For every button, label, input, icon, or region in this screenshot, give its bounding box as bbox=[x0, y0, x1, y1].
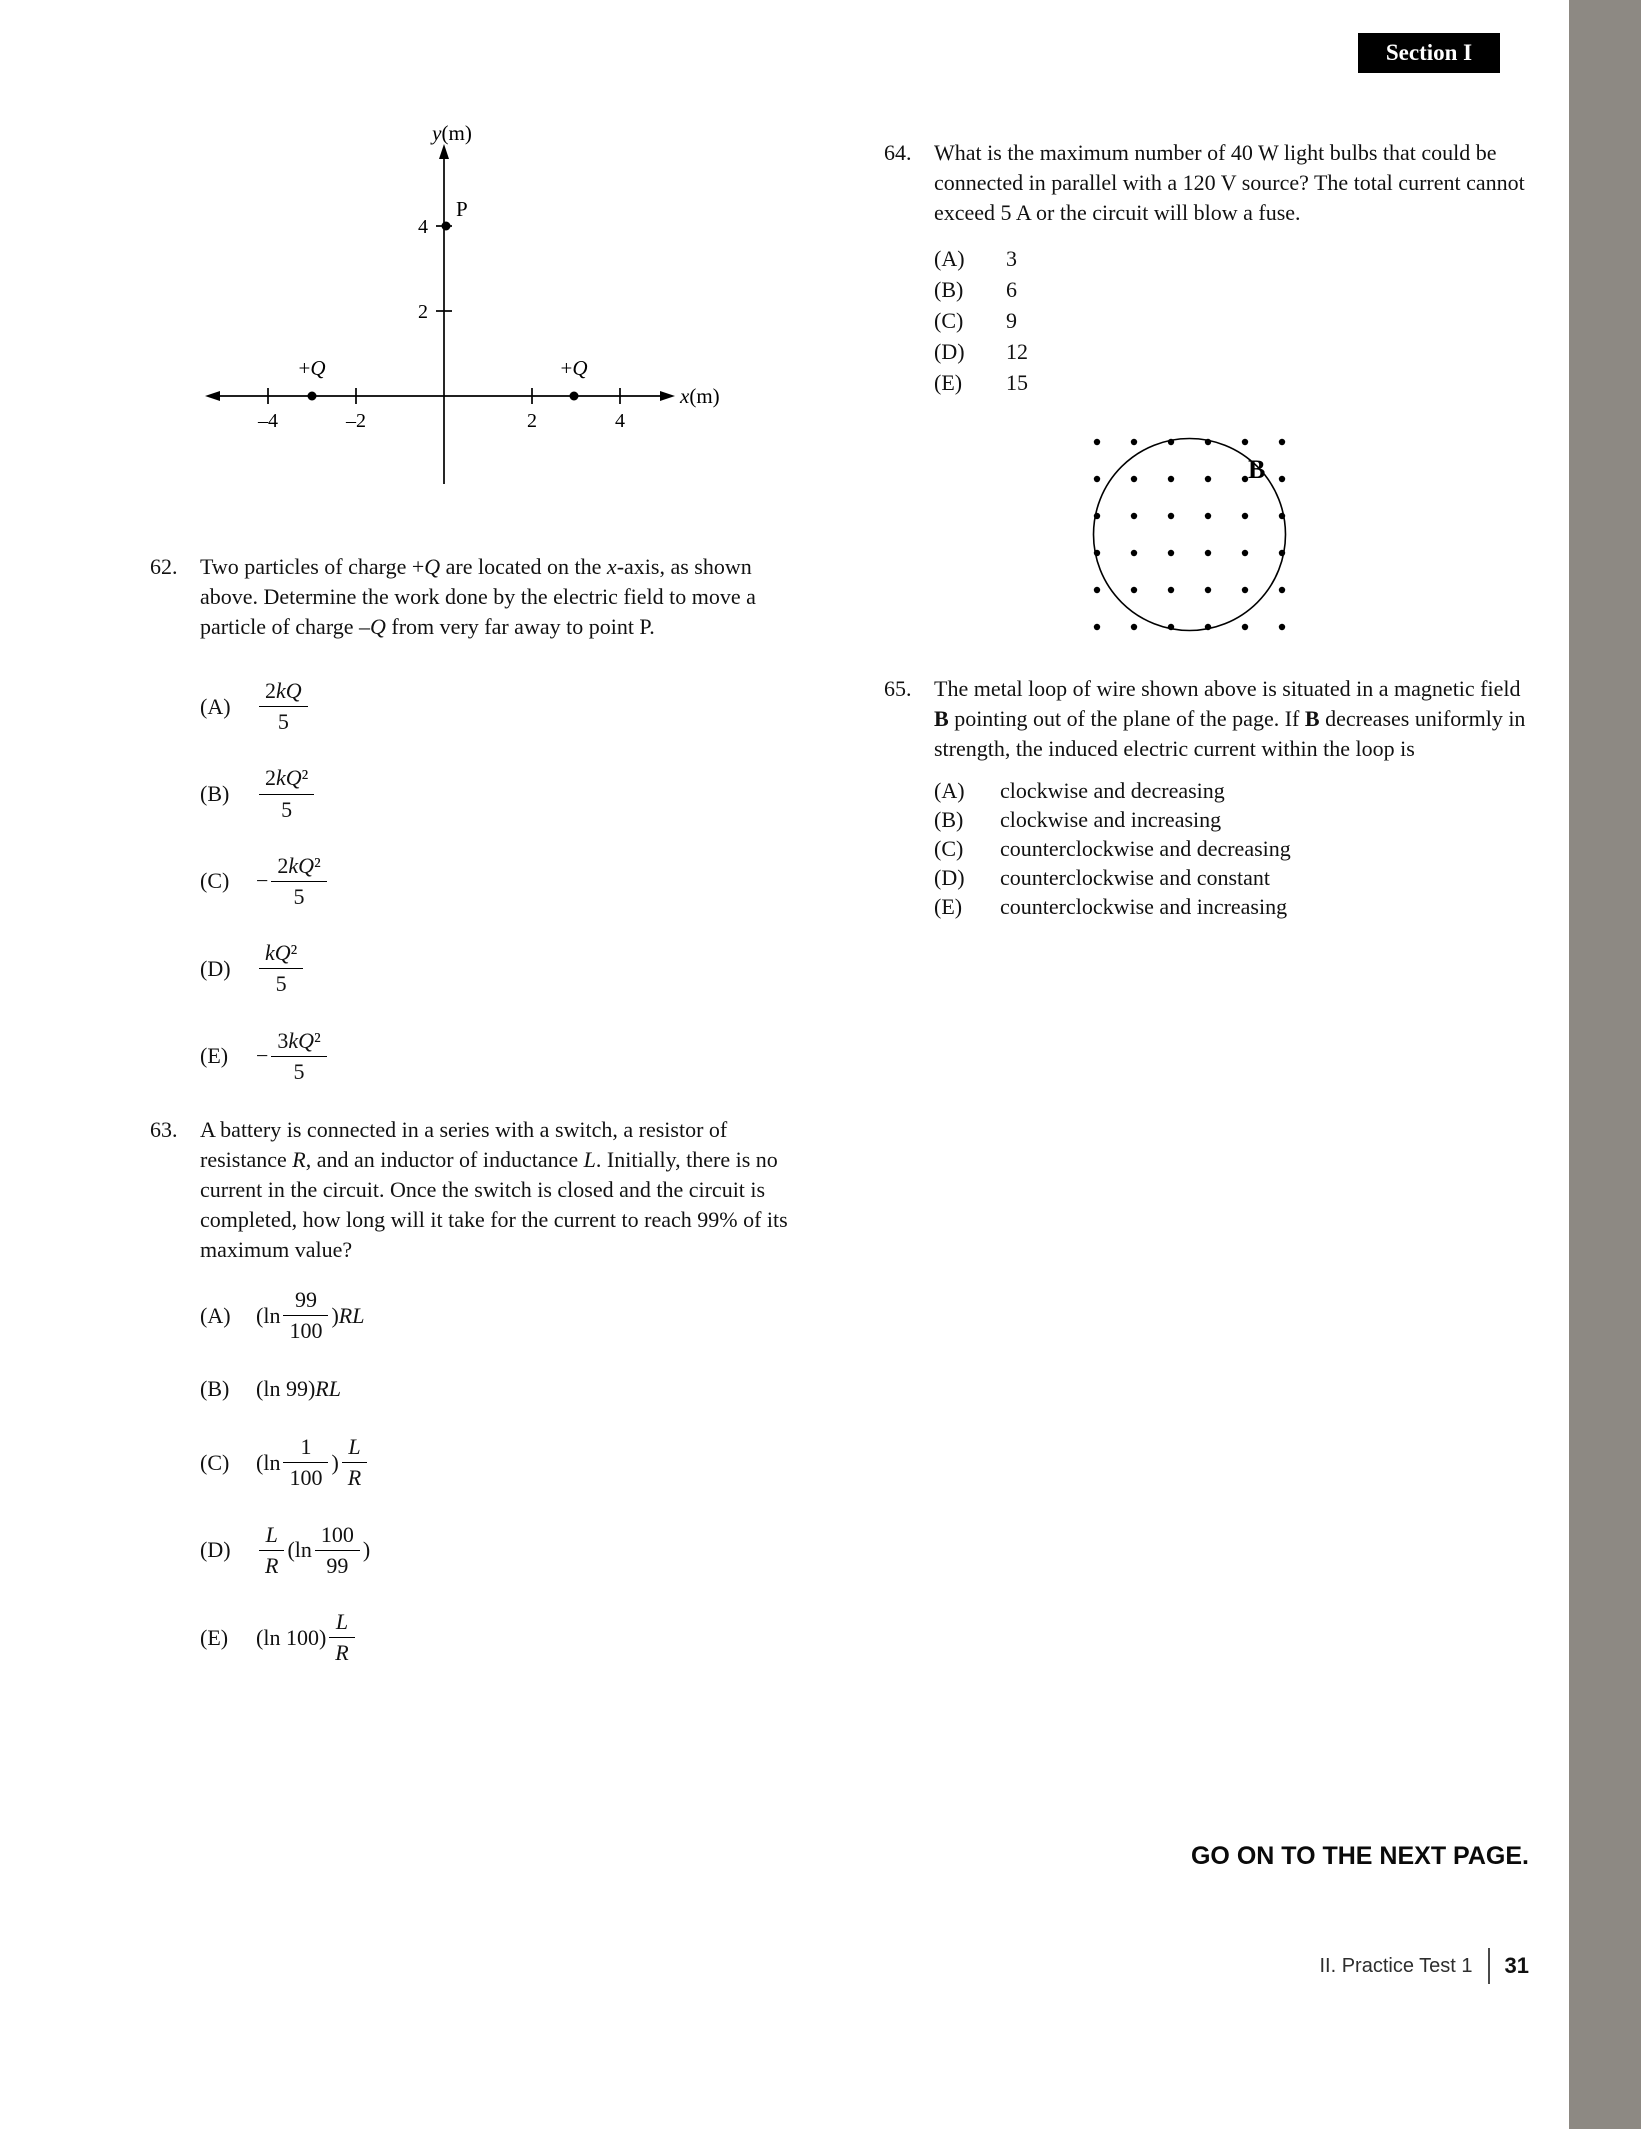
q64-choice-b bbox=[934, 277, 1529, 303]
q63-choice-e bbox=[200, 1609, 815, 1666]
choice-label: (E) bbox=[934, 894, 963, 919]
section-badge: Section I bbox=[1358, 33, 1500, 73]
q62-choice-e bbox=[200, 1028, 815, 1085]
charge-left-label: +Q bbox=[298, 356, 326, 380]
q64-choice-a bbox=[934, 246, 1529, 272]
point-p-label: P bbox=[456, 197, 468, 221]
q65-choice-b bbox=[934, 807, 1529, 833]
x-axis-label: x(m) bbox=[680, 384, 720, 408]
choice-label: (E) bbox=[200, 1624, 229, 1650]
page-number: 31 bbox=[1504, 1953, 1529, 1978]
choice-label: (B) bbox=[200, 781, 230, 807]
question-65-choices bbox=[934, 778, 1529, 920]
footer-label: II. Practice Test 1 bbox=[1319, 1954, 1473, 1977]
choice-value: clockwise and increasing bbox=[1000, 807, 1222, 832]
x-tick-label-plus4: 4 bbox=[615, 410, 625, 432]
q62-choice-a bbox=[200, 678, 815, 735]
question-63-text: A battery is connected in a series with a switch, a resistor of resistance R, and an inductor of inductance L. Initially, there is no current in the circuit. Once the switch is closed and the circuit is completed, how long will it take for the current to reach 99% of its maximum value? bbox=[200, 1116, 788, 1262]
question-62-number: 62. bbox=[150, 554, 178, 579]
point-p-dot bbox=[442, 222, 451, 231]
q64-choice-d bbox=[934, 339, 1529, 365]
choice-label: (C) bbox=[200, 1449, 230, 1475]
question-64 bbox=[884, 138, 1529, 396]
charge-position-graph bbox=[150, 122, 750, 510]
magnetic-field-diagram bbox=[1072, 420, 1312, 650]
choice-math: $\frac{L}{R}$ (ln $\frac{100}{99}$ ) bbox=[256, 1522, 370, 1579]
field-svg bbox=[1072, 420, 1312, 650]
q63-choice-c bbox=[200, 1434, 815, 1491]
question-65-text: The metal loop of wire shown above is situated in a magnetic field B pointing out of the plane of the page. If B decreases uniformly in strength, the induced electric current within the loop is bbox=[934, 676, 1526, 761]
q65-choice-c bbox=[934, 836, 1529, 862]
question-65-number: 65. bbox=[884, 676, 912, 701]
question-63-choices bbox=[200, 1287, 815, 1667]
q63-choice-d bbox=[200, 1522, 815, 1579]
choice-value: counterclockwise and increasing bbox=[1000, 894, 1288, 919]
y-tick-label-4: 4 bbox=[418, 216, 428, 238]
choice-label: (E) bbox=[200, 1043, 229, 1069]
left-column bbox=[150, 122, 815, 1696]
charge-right-label: +Q bbox=[560, 356, 588, 380]
choice-label: (C) bbox=[934, 308, 964, 333]
q65-choice-d bbox=[934, 865, 1529, 891]
question-64-number: 64. bbox=[884, 140, 912, 165]
choice-label: (E) bbox=[934, 370, 963, 395]
q64-choice-c bbox=[934, 308, 1529, 334]
charge-left-dot bbox=[308, 392, 317, 401]
x-tick-label-minus4: –4 bbox=[258, 410, 278, 432]
question-64-text: What is the maximum number of 40 W light bulbs that could be connected in parallel with a 120 V source? The total current cannot exceed 5 A or the circuit will blow a fuse. bbox=[934, 140, 1525, 225]
question-64-choices bbox=[934, 246, 1529, 396]
q64-choice-e bbox=[934, 370, 1529, 396]
question-62-text: Two particles of charge +Q are located on the x-axis, as shown above. Determine the work done by the electric field to move a particle of charge –Q from very far away to point P. bbox=[200, 554, 756, 639]
q65-choice-a bbox=[934, 778, 1529, 804]
y-axis-arrow-icon bbox=[439, 144, 449, 159]
choice-value: clockwise and decreasing bbox=[1000, 778, 1225, 803]
q62-choice-c bbox=[200, 853, 815, 910]
graph-svg bbox=[150, 122, 750, 510]
y-axis-label: y(m) bbox=[432, 122, 472, 145]
choice-label: (D) bbox=[934, 865, 965, 890]
choice-value: counterclockwise and constant bbox=[1000, 865, 1271, 890]
question-62 bbox=[150, 552, 815, 1085]
choice-label: (D) bbox=[934, 339, 965, 364]
x-axis-right-arrow-icon bbox=[660, 391, 675, 401]
choice-label: (D) bbox=[200, 955, 231, 981]
q62-choice-d bbox=[200, 940, 815, 997]
choice-math: − $\frac{\text{3kQ²}}{5}$ bbox=[256, 1028, 330, 1085]
choice-label: (A) bbox=[200, 693, 231, 719]
choice-label: (B) bbox=[200, 1376, 230, 1402]
x-tick-label-minus2: –2 bbox=[346, 410, 366, 432]
go-on-instruction: GO ON TO THE NEXT PAGE. bbox=[1190, 1842, 1529, 1870]
choice-math: (ln 99) RL bbox=[256, 1376, 341, 1402]
choice-label: (A) bbox=[200, 1302, 231, 1328]
choice-value: 15 bbox=[1006, 370, 1028, 395]
footer-divider bbox=[1488, 1948, 1490, 1984]
x-tick-label-plus2: 2 bbox=[527, 410, 537, 432]
choice-value: counterclockwise and decreasing bbox=[1000, 836, 1291, 861]
choice-math: (ln $\frac{1}{100}$ ) $\frac{L}{R}$ bbox=[256, 1434, 370, 1491]
question-62-choices bbox=[200, 678, 815, 1085]
choice-value: 9 bbox=[1006, 308, 1017, 333]
page-edge-strip bbox=[1569, 0, 1641, 2129]
right-column bbox=[884, 138, 1529, 923]
choice-label: (B) bbox=[934, 277, 964, 302]
field-b-label: B bbox=[1248, 455, 1266, 484]
choice-math: $\frac{\text{kQ²}}{5}$ bbox=[256, 940, 306, 997]
q63-choice-a bbox=[200, 1287, 815, 1344]
question-63 bbox=[150, 1115, 815, 1667]
q63-choice-b bbox=[200, 1374, 815, 1404]
choice-math: (ln $\frac{99}{100}$ ) RL bbox=[256, 1286, 365, 1344]
choice-math: $\frac{2kQ}{5}$ bbox=[256, 678, 311, 735]
choice-value: 12 bbox=[1006, 339, 1028, 364]
choice-label: (A) bbox=[934, 778, 965, 803]
charge-right-dot bbox=[570, 392, 579, 401]
q65-choice-e bbox=[934, 894, 1529, 920]
question-63-number: 63. bbox=[150, 1116, 178, 1142]
choice-label: (C) bbox=[934, 836, 964, 861]
x-axis-left-arrow-icon bbox=[205, 391, 220, 401]
choice-math: − $\frac{\text{2kQ²}}{5}$ bbox=[256, 853, 330, 910]
question-65 bbox=[884, 674, 1529, 920]
choice-value: 3 bbox=[1006, 246, 1017, 271]
y-tick-label-2: 2 bbox=[418, 301, 428, 323]
choice-label: (C) bbox=[200, 868, 230, 894]
page-footer bbox=[884, 1948, 1529, 1984]
choice-math: $\frac{\text{2kQ²}}{5}$ bbox=[256, 765, 317, 822]
choice-math: (ln 100) $\frac{L}{R}$ bbox=[256, 1609, 358, 1666]
choice-label: (A) bbox=[934, 246, 965, 271]
q62-choice-b bbox=[200, 765, 815, 822]
choice-value: 6 bbox=[1006, 277, 1017, 302]
choice-label: (B) bbox=[934, 807, 964, 832]
choice-label: (D) bbox=[200, 1537, 231, 1563]
